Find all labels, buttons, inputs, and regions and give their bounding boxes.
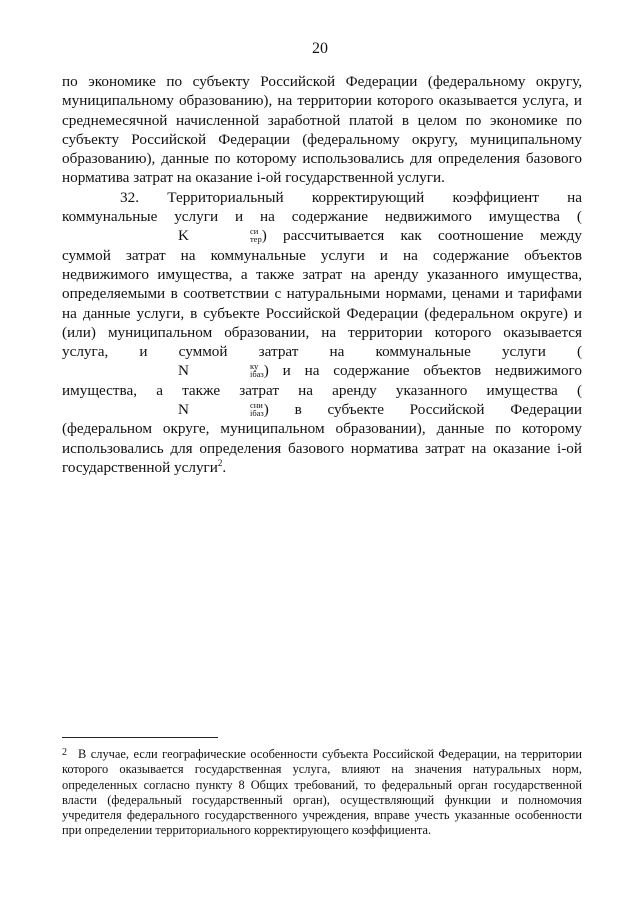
- paragraph-32: [62, 188, 582, 477]
- paragraph-32-part3: ) и на содержание объектов недвижимого имущества, а также затрат на аренду указанного имущества (: [62, 362, 582, 399]
- paragraph-32-part5: .: [222, 458, 227, 476]
- n1-subscript: iбаз: [249, 368, 264, 379]
- page-number: 20: [312, 40, 328, 57]
- n1-superscript: ку: [249, 360, 259, 371]
- main-text: [62, 72, 582, 477]
- coef-subscript: тер: [249, 233, 262, 244]
- footnote-reference: 2: [217, 457, 223, 468]
- footnote: [62, 745, 582, 839]
- norm-n-sni-ibaz: N сни iбаз: [178, 399, 264, 419]
- footnote-text: В случае, если географические особенности субъекта Российской Федерации, на территории которого оказывается государственная услуга, влияют на значения натуральных норм, определенных согласно пункту 8 Общих требований, то федеральный орган государственной власти (федеральный государственный орган), осуществляющий функции и полномочия учредителя федерального государственного учреждения, вправе учесть указанные особенности при определении территориального корректирующего коэффициента.: [62, 747, 582, 838]
- n2-subscript: iбаз: [249, 407, 264, 418]
- paragraph-32-part4: ) в субъекте Российской Федерации (федеральном округе, муниципальном образовании), данные по которому использовались для определения базового норматива затрат на оказание i-ой государственной услуги: [62, 401, 582, 476]
- paragraph-32-part1: 32. Территориальный корректирующий коэффициент на коммунальные услуги и на содержание недвижимого имущества (: [62, 188, 582, 226]
- footnote-separator: [62, 737, 218, 738]
- paragraph-continuation: по экономике по субъекту Российской Федерации (федеральному округу, муниципальному образованию), на территории которого оказывается услуга, и среднемесячной начисленной заработной платой в целом по экономике по субъекту Российской Федерации (федеральному округу, муниципальному образованию), данные по которому использовались для определения базового норматива затрат на оказание i-ой государственной услуги.: [62, 73, 582, 187]
- n2-superscript: сни: [249, 399, 263, 410]
- norm-n-ku-ibaz: N ку iбаз: [178, 360, 264, 380]
- coefficient-k-si-ter: K си тер: [178, 225, 262, 245]
- coef-superscript: си: [249, 225, 259, 236]
- footnote-number: 2: [62, 747, 67, 758]
- paragraph-32-part2: ) рассчитывается как соотношение между суммой затрат на коммунальные услуги и на содержание объектов недвижимого имущества, а также затрат на аренду указанного имущества, определяемыми в соответствии с натуральными нормами, ценами и тарифами на данные услуги, в субъекте Российской Федерации (федеральном округе) и (или) муниципальном образовании, на территории которого оказывается услуга, и суммой затрат на коммунальные услуги (: [62, 227, 582, 361]
